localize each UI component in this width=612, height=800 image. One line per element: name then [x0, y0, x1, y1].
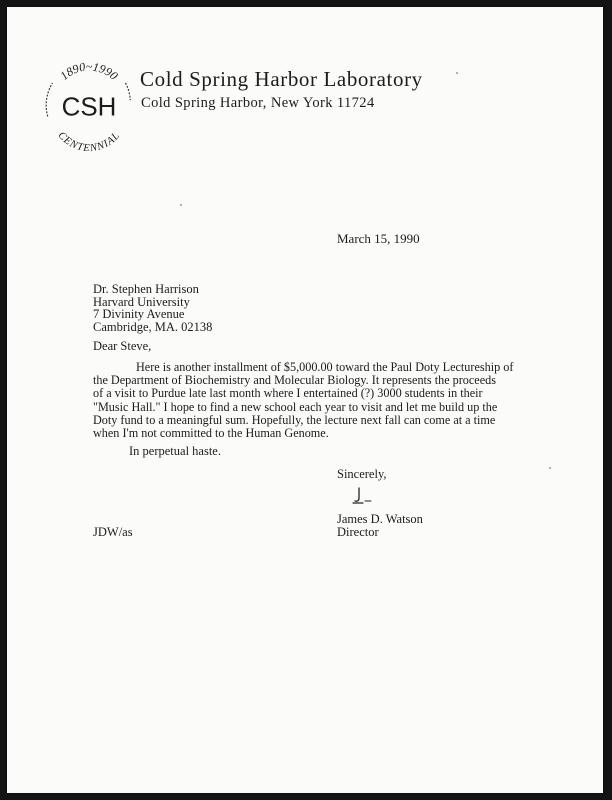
closing-line: In perpetual haste. [129, 444, 221, 458]
handwritten-signature [347, 485, 377, 507]
seal-bottom-arc: CENTENNIAL [55, 130, 123, 153]
recipient-address [93, 283, 212, 333]
letter-body [93, 361, 523, 440]
paper-speck [549, 467, 551, 469]
signoff: Sincerely, [337, 467, 387, 481]
salutation: Dear Steve, [93, 339, 152, 353]
seal-monogram: CSH [61, 93, 117, 122]
body-line: Here is another installment of $5,000.00 toward the Paul Doty Lectureship of [136, 360, 514, 374]
csh-centennial-seal [41, 57, 137, 153]
recipient-line: Cambridge, MA. 02138 [93, 319, 213, 334]
lab-name: Cold Spring Harbor Laboratory [140, 67, 423, 91]
letter-page [7, 7, 603, 793]
typist-initials: JDW/as [93, 525, 133, 539]
signer-title: Director [337, 524, 379, 539]
signer-block [337, 513, 423, 538]
recipient-line: Harvard University [93, 294, 190, 309]
lab-address: Cold Spring Harbor, New York 11724 [141, 95, 375, 111]
paper-speck [456, 72, 458, 74]
recipient-line: Dr. Stephen Harrison [93, 282, 199, 296]
signer-name: James D. Watson [337, 512, 423, 526]
body-line: of a visit to Purdue late last month where I entertained (?) 3000 students in their [93, 386, 483, 401]
body-line: the Department of Biochemistry and Molecular Biology. It represents the proceeds [93, 373, 496, 388]
letter-date: March 15, 1990 [337, 231, 420, 246]
paper-speck [180, 204, 182, 206]
body-line: Doty fund to a meaningful sum. Hopefully, the lecture next fall can come at a time [93, 412, 496, 427]
seal-top-arc: 1890~1990 [57, 59, 121, 83]
body-line: when I'm not committed to the Human Genome. [93, 426, 329, 441]
body-line: "Music Hall." I hope to find a new school each year to visit and let me build up the [93, 399, 498, 414]
recipient-line: 7 Divinity Avenue [93, 307, 185, 322]
